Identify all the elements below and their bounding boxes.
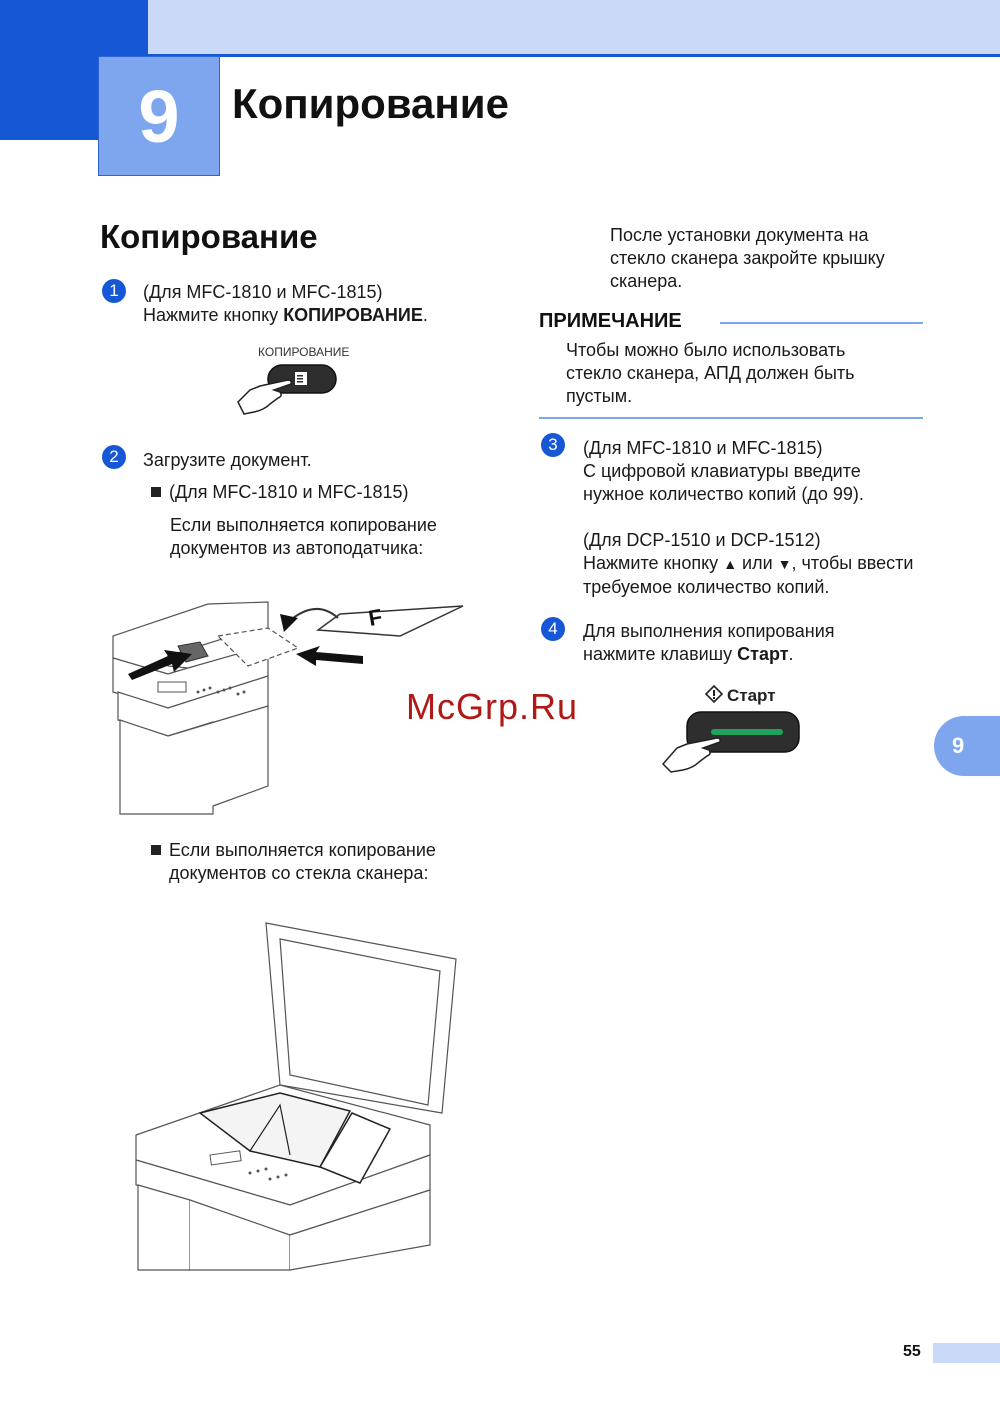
step-2-marker: 2 bbox=[102, 445, 126, 469]
header-band bbox=[148, 0, 1000, 54]
step-2-bullet-2-line1: Если выполняется копирование bbox=[169, 840, 436, 860]
step-4-text bbox=[583, 620, 835, 666]
svg-text:F: F bbox=[366, 603, 385, 631]
step-1-copy-keyword: КОПИРОВАНИЕ bbox=[283, 305, 423, 325]
note-line2: стекло сканера, АПД должен быть bbox=[566, 363, 855, 383]
step-3-line2: С цифровой клавиатуры введите bbox=[583, 461, 861, 481]
step-1-line1: (Для MFC-1810 и MFC-1815) bbox=[143, 282, 383, 302]
scanner-glass-illustration bbox=[130, 915, 470, 1275]
step-2-bullet-1-desc-line1: Если выполняется копирование bbox=[170, 515, 437, 535]
pressing-hand-icon bbox=[238, 380, 291, 414]
start-button-caption: Старт bbox=[727, 686, 776, 705]
step-2-bullet-2-line2: документов со стекла сканера: bbox=[169, 863, 429, 883]
header-rule bbox=[148, 54, 1000, 57]
step-3-line1: (Для MFC-1810 и MFC-1815) bbox=[583, 438, 823, 458]
down-arrow-icon: ▼ bbox=[777, 556, 792, 572]
chapter-side-tab: 9 bbox=[934, 716, 1000, 776]
step-2-bullet-1-text: (Для MFC-1810 и MFC-1815) bbox=[169, 482, 409, 502]
step-1-text bbox=[143, 281, 428, 327]
step-3-line4: (Для DCP-1510 и DCP-1512) bbox=[583, 530, 821, 550]
step-2-bullet-1-desc bbox=[170, 514, 437, 560]
chapter-title: Копирование bbox=[232, 80, 509, 127]
step-3-line3: нужное количество копий (до 99). bbox=[583, 484, 864, 504]
note-line1: Чтобы можно было использовать bbox=[566, 340, 846, 360]
step-3-line6: требуемое количество копий. bbox=[583, 577, 830, 597]
step-1-marker: 1 bbox=[102, 279, 126, 303]
step-2-bullet-1 bbox=[151, 481, 409, 504]
step-3-text bbox=[583, 437, 913, 599]
glass-intro-line2: стекло сканера закройте крышку bbox=[610, 248, 885, 268]
step-3-line5-mid: или bbox=[737, 553, 778, 573]
start-button-illustration bbox=[655, 682, 805, 778]
bullet-square-icon bbox=[151, 487, 161, 497]
step-2-bullet-2 bbox=[151, 839, 436, 885]
step-3-marker: 3 bbox=[541, 433, 565, 457]
insert-arrow-right-icon bbox=[296, 646, 363, 666]
bullet-square-icon bbox=[151, 845, 161, 855]
step-4-line1: Для выполнения копирования bbox=[583, 621, 835, 641]
step-1-line2-suffix: . bbox=[422, 305, 428, 325]
document-sheet bbox=[318, 603, 463, 636]
step-4-line2-suffix: . bbox=[788, 644, 794, 664]
start-button-light bbox=[711, 729, 783, 735]
step-3-line5 bbox=[583, 552, 913, 576]
chapter-number-box: 9 bbox=[98, 56, 220, 176]
up-arrow-icon: ▲ bbox=[723, 556, 738, 572]
note-bottom-rule bbox=[539, 417, 923, 419]
copy-button-illustration bbox=[230, 340, 350, 418]
note-text bbox=[566, 339, 855, 408]
section-title: Копирование bbox=[100, 218, 318, 255]
page-number: 55 bbox=[903, 1343, 921, 1360]
watermark: McGrp.Ru bbox=[406, 686, 579, 727]
glass-intro-text bbox=[610, 224, 885, 293]
pressing-hand-icon bbox=[663, 738, 720, 772]
step-3-line5-prefix: Нажмите кнопку bbox=[583, 553, 724, 573]
step-2-bullet-1-desc-line2: документов из автоподатчика: bbox=[170, 538, 424, 558]
glass-intro-line1: После установки документа на bbox=[610, 225, 869, 245]
step-1-line2-prefix: Нажмите кнопку bbox=[143, 305, 284, 325]
step-3-line5-suffix: , чтобы ввести bbox=[791, 553, 914, 573]
glass-intro-line3: сканера. bbox=[610, 271, 683, 291]
note-line3: пустым. bbox=[566, 386, 633, 406]
page-footer-bar bbox=[933, 1343, 1000, 1363]
note-title-rule bbox=[720, 322, 923, 324]
step-2-text: Загрузите документ. bbox=[143, 450, 312, 470]
step-4-start-keyword: Старт bbox=[737, 644, 789, 664]
step-4-marker: 4 bbox=[541, 617, 565, 641]
copy-button-caption: КОПИРОВАНИЕ bbox=[258, 345, 350, 359]
step-1-line2 bbox=[143, 304, 428, 327]
step-4-line2-prefix: нажмите клавишу bbox=[583, 644, 738, 664]
note-title: ПРИМЕЧАНИЕ bbox=[539, 310, 682, 332]
step-4-line2 bbox=[583, 643, 835, 666]
